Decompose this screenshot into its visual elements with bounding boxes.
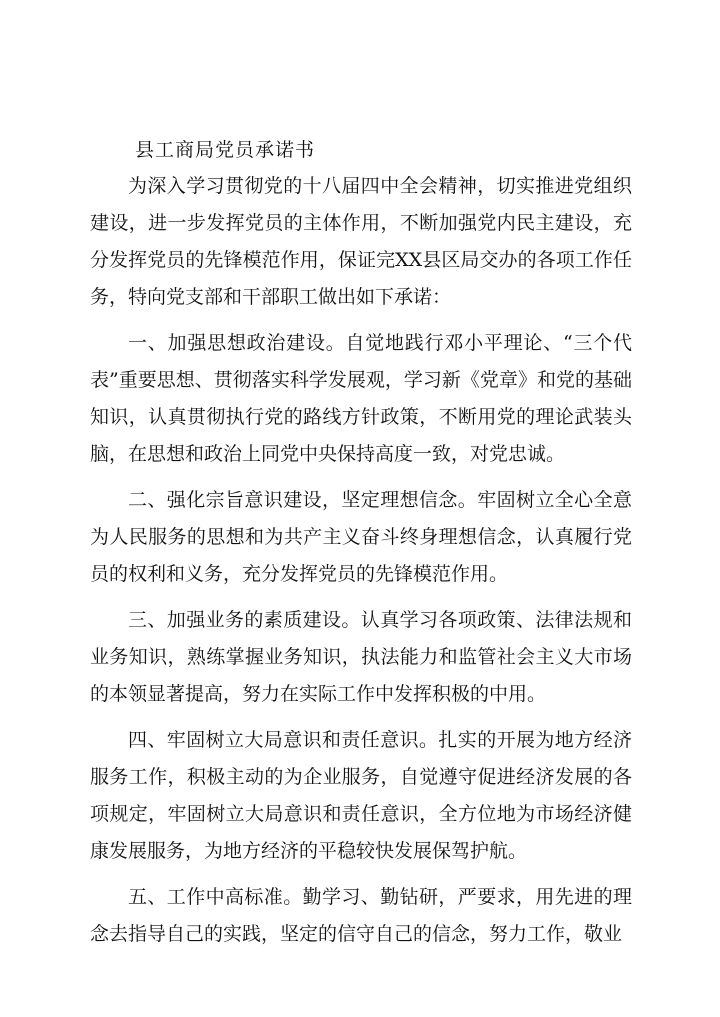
- commitment-paragraph-3: 三、加强业务的素质建设。认真学习各项政策、法律法规和业务知识，熟练掌握业务知识，执法能力和监管社会主义大市场的本领显著提高，努力在实际工作中发挥积极的中用。: [90, 609, 632, 705]
- intro-paragraph: 为深入学习贯彻党的十八届四中全会精神，切实推进党组织建设，进一步发挥党员的主体作用，不断加强党内民主建设，充分发挥党员的先锋模范作用，保证完XX县区局交办的各项工作任务，特向党支部和干部职工做出如下承诺：: [90, 175, 632, 308]
- commitment-paragraph-5: 五、工作中高标准。勤学习、勤钻研，严要求，用先进的理念去指导自己的实践，坚定的信守自己的信念，努力工作，敬业: [90, 886, 632, 945]
- document-title: 县工商局党员承诺书: [135, 139, 316, 161]
- commitment-paragraph-1: 一、加强思想政治建设。自觉地践行邓小平理论、“三个代表”重要思想、贯彻落实科学发展观，学习新《党章》和党的基础知识，认真贯彻执行党的路线方针政策，不断用党的理论武装头脑，在思想和政治上同党中央保持高度一致，对党忠诚。: [90, 332, 632, 465]
- commitment-paragraph-2: 二、强化宗旨意识建设，坚定理想信念。牢固树立全心全意为人民服务的思想和为共产主义奋斗终身理想信念，认真履行党员的权利和义务，充分发挥党员的先锋模范作用。: [90, 489, 632, 585]
- commitment-paragraph-4: 四、牢固树立大局意识和责任意识。扎实的开展为地方经济服务工作，积极主动的为企业服务，自觉遵守促进经济发展的各项规定，牢固树立大局意识和责任意识，全方位地为市场经济健康发展服务，为地方经济的平稳较快发展保驾护航。: [90, 729, 632, 862]
- document-body: [90, 168, 632, 962]
